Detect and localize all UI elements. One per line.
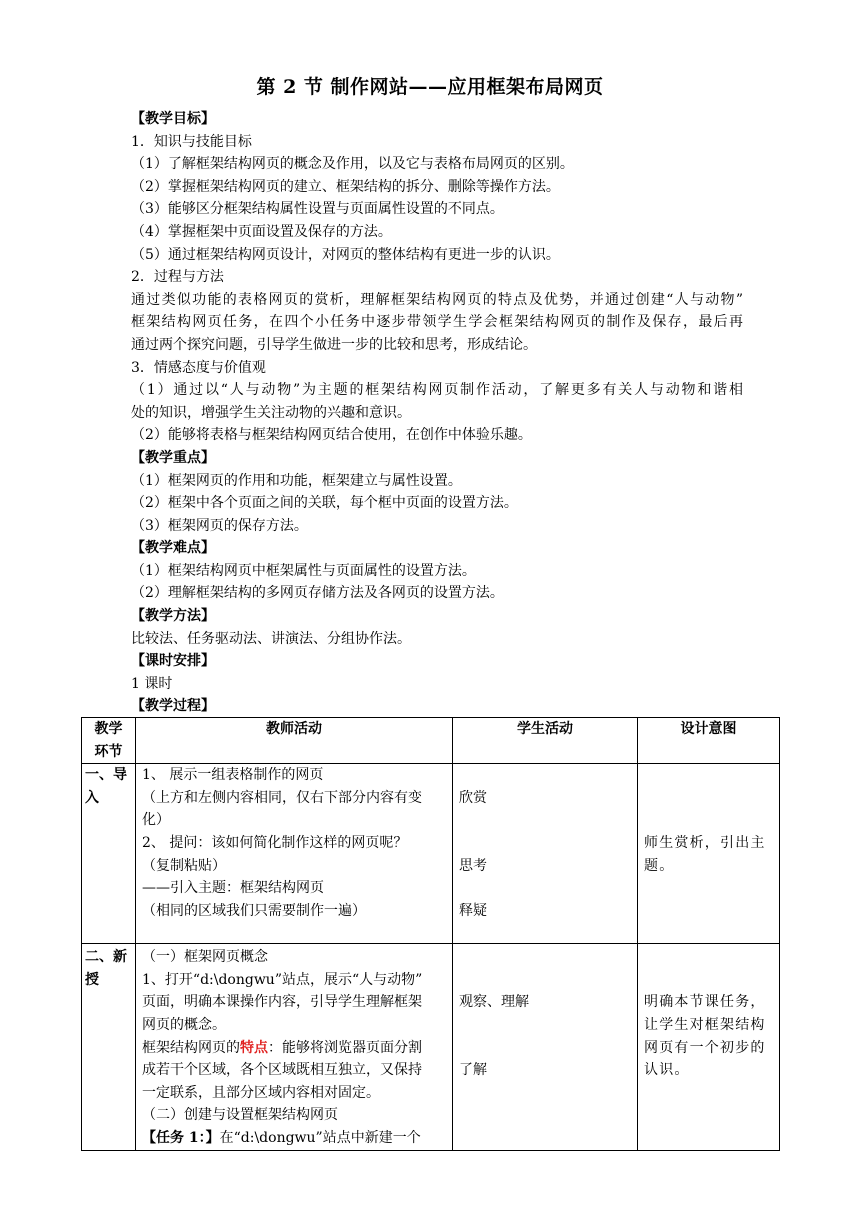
highlight-feature: 特点 [240,1039,268,1056]
page-title: 第 2 节 制作网站——应用框架布局网页 [256,76,604,98]
document-body [131,108,743,718]
student-activity-cell [453,944,638,1150]
goal2-text-line: 通过类似功能的表格网页的赏析，理解框架结构网页的特点及优势，并通过创建“人与动物” [131,291,743,308]
table-header-row [82,718,780,764]
student-activity-cell [453,764,638,944]
difficult-points-heading: 【教学难点】 [131,540,215,557]
task-label: 【任务 1：】 [142,1129,220,1146]
stage-cell: 一、导 入 [82,764,136,944]
stage-cell: 二、新 授 [82,944,136,1150]
key-point-item: （2）框架中各个页面之间的关联，每个框中页面的设置方法。 [131,495,518,512]
goal1-item: （5）通过框架结构网页设计，对网页的整体结构有更进一步的认识。 [131,246,560,263]
table-row-new-lesson [82,944,780,1150]
student-activity: 思考 [459,857,487,874]
header-teacher: 教师活动 [136,718,453,764]
teacher-activity-cell: （一）框架网页概念 1、打开“d:\dongwu”站点，展示“人与动物” 页面，明确本课操作内容，引导学生理解框架 网页的概念。 框架结构网页的特点：能够将浏览器页面分割 成若干个区域，各个区域既相互独立，又保持 一定联系，且部分区域内容相对固定。 （二）创建与设置框架结构网页 【任务 1：】在“d:\dongwu”站点中新建一个 [136,944,453,1150]
header-intent: 设计意图 [638,718,780,764]
goal2-text-line: 通过两个探究问题，引导学生做进一步的比较和思考，形成结论。 [131,336,537,353]
header-stage: 教学 环节 [82,718,136,764]
goal1-item: （1）了解框架结构网页的概念及作用，以及它与表格布局网页的区别。 [131,156,574,173]
student-activity: 观察、理解 [459,994,529,1011]
method-heading: 【教学方法】 [131,608,215,625]
student-activity: 欣赏 [459,789,487,806]
goal2-heading: 2．过程与方法 [131,269,224,286]
design-intent-cell: 师生赏析，引出主 题。 [638,764,780,944]
goal1-item: （3）能够区分框架结构属性设置与页面属性设置的不同点。 [131,201,504,218]
design-intent-cell: 明确本节课任务， 让学生对框架结构 网页有一个初步的 认识。 [638,944,780,1150]
teacher-activity-cell: 1、 展示一组表格制作的网页 （上方和左侧内容相同，仅右下部分内容有变 化） 2、 提问：该如何简化制作这样的网页呢？ （复制粘贴） ——引入主题：框架结构网页 （相同的区域我们只需要制作一遍） [136,764,453,944]
goal1-item: （4）掌握框架中页面设置及保存的方法。 [131,223,392,240]
process-table [81,717,780,1151]
key-point-item: （1）框架网页的作用和功能，框架建立与属性设置。 [131,472,462,489]
process-heading: 【教学过程】 [131,698,215,715]
method-text: 比较法、任务驱动法、讲演法、分组协作法。 [131,630,411,647]
goal3-heading: 3．情感态度与价值观 [131,359,266,376]
student-activity: 了解 [459,1062,487,1079]
goal3-text-line: （2）能够将表格与框架结构网页结合使用，在创作中体验乐趣。 [131,427,532,444]
goal1-heading: 1．知识与技能目标 [131,133,252,150]
schedule-text: 1 课时 [131,675,173,692]
difficult-point-item: （2）理解框架结构的多网页存储方法及各网页的设置方法。 [131,585,504,602]
difficult-point-item: （1）框架结构网页中框架属性与页面属性的设置方法。 [131,562,476,579]
goal2-text-line: 框架结构网页任务，在四个小任务中逐步带领学生学会框架结构网页的制作及保存，最后再 [131,314,743,331]
goal3-text-line: （1）通过以“人与动物”为主题的框架结构网页制作活动，了解更多有关人与动物和谐相 [131,382,743,399]
goals-heading: 【教学目标】 [131,111,215,127]
header-student: 学生活动 [453,718,638,764]
key-points-heading: 【教学重点】 [131,449,215,466]
schedule-heading: 【课时安排】 [131,653,215,670]
goal1-item: （2）掌握框架结构网页的建立、框架结构的拆分、删除等操作方法。 [131,178,560,195]
key-point-item: （3）框架网页的保存方法。 [131,517,308,534]
table-row-intro [82,764,780,944]
goal3-text-line: 处的知识，增强学生关注动物的兴趣和意识。 [131,404,411,421]
student-activity: 释疑 [459,902,487,919]
